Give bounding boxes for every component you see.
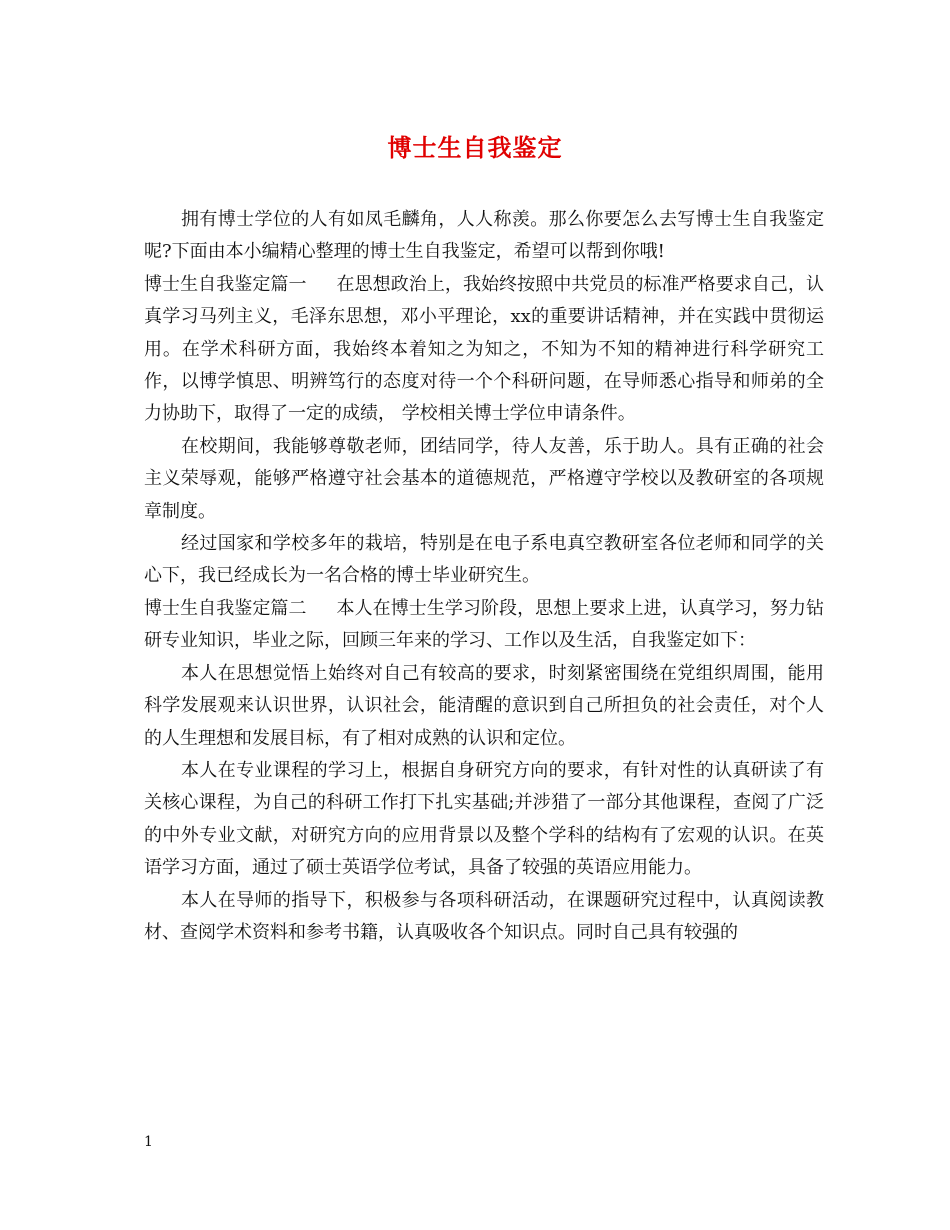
section-one-heading: 博士生自我鉴定篇一 — [144, 273, 307, 295]
campus-conduct-paragraph: 在校期间，我能够尊敬老师，团结同学，待人友善，乐于助人。具有正确的社会主义荣辱观，能够严格遵守社会基本的道德规范，严格遵守学校以及教研室的各项规章制度。 — [144, 435, 824, 522]
document-title: 博士生自我鉴定 — [387, 133, 563, 162]
section-two-text: 本人在博士生学习阶段，思想上要求上进，认真学习，努力钻研专业知识，毕业之际，回顾三年来的学习、工作以及生活，自我鉴定如下： — [144, 597, 824, 652]
section-one-text: 在思想政治上，我始终按照中共党员的标准严格要求自己，认真学习马列主义，毛泽东思想，邓小平理论，xx的重要讲话精神，并在实践中贯彻运用。在学术科研方面，我始终本着知之为知之，不知为不知的精神进行科学研究工作，以博学慎思、明辨笃行的态度对待一个个科研问题，在导师悉心指导和师弟的全力协助下，取得了一定的成绩， 学校相关博士学位申请条件。 — [144, 273, 824, 425]
document-body — [144, 204, 824, 949]
page-number: 1 — [144, 1134, 153, 1150]
coursework-paragraph: 本人在专业课程的学习上，根据自身研究方向的要求，有针对性的认真研读了有关核心课程，为自己的科研工作打下扎实基础;并涉猎了一部分其他课程，查阅了广泛的中外专业文献，对研究方向的应用背景以及整个学科的结构有了宏观的认识。在英语学习方面，通过了硕士英语学位考试，具备了较强的英语应用能力。 — [144, 759, 824, 879]
research-paragraph: 本人在导师的指导下，积极参与各项科研活动，在课题研究过程中，认真阅读教材、查阅学术资料和参考书籍，认真吸收各个知识点。同时自己具有较强的 — [144, 889, 824, 943]
ideology-paragraph: 本人在思想觉悟上始终对自己有较高的要求，时刻紧密围绕在党组织周围，能用科学发展观来认识世界，认识社会，能清醒的意识到自己所担负的社会责任，对个人的人生理想和发展目标，有了相对成熟的认识和定位。 — [144, 662, 824, 749]
section-one-paragraph — [144, 269, 824, 431]
intro-paragraph: 拥有博士学位的人有如凤毛麟角，人人称羡。那么你要怎么去写博士生自我鉴定呢?下面由本小编精心整理的博士生自我鉴定，希望可以帮到你哦! — [144, 209, 824, 263]
section-two-heading: 博士生自我鉴定篇二 — [144, 597, 307, 619]
growth-paragraph: 经过国家和学校多年的栽培，特别是在电子系电真空教研室各位老师和同学的关心下，我已经成长为一名合格的博士毕业研究生。 — [144, 533, 824, 587]
section-two-paragraph — [144, 593, 824, 658]
